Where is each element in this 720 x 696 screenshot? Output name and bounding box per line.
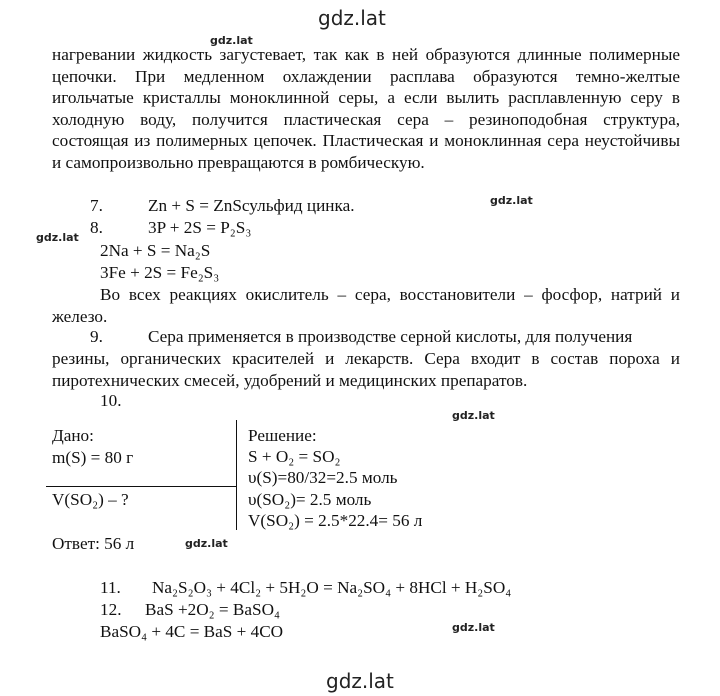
item-8-equation-3: 3Fe + 2S = Fe₂S₃ [100, 263, 220, 282]
watermark-bottom: gdz.lat [326, 669, 394, 693]
item-9-number: 9. [90, 327, 103, 346]
solution-divider-vertical [236, 420, 237, 530]
given-mass: m(S) = 80 г [52, 448, 134, 467]
solution-label: Решение: [248, 426, 317, 445]
watermark: gdz.lat [490, 194, 533, 207]
watermark: gdz.lat [185, 537, 228, 550]
watermark: gdz.lat [452, 621, 495, 634]
item-11-equation: Na₂S₂O₃ + 4Cl₂ + 5H₂O = Na₂SO₄ + 8HCl + H₂SO₄ [152, 578, 512, 597]
solution-step-1: S + O₂ = SO₂ [248, 447, 341, 466]
item-8-equation-1: 3P + 2S = P₂S₃ [148, 218, 252, 237]
solution-step-4: V(SO₂) = 2.5*22.4= 56 л [248, 511, 423, 530]
item-10-number: 10. [100, 391, 122, 410]
watermark: gdz.lat [210, 34, 253, 47]
item-8-equation-2: 2Na + S = Na₂S [100, 241, 211, 260]
watermark-top: gdz.lat [318, 6, 386, 30]
given-divider-horizontal [46, 486, 236, 487]
find-quantity: V(SO₂) – ? [52, 490, 129, 509]
answer: Ответ: 56 л [52, 534, 135, 553]
item-7-number: 7. [90, 196, 103, 215]
item-8-conclusion: Во всех реакциях окислитель – сера, восстановители – фосфор, натрий и железо. [52, 285, 680, 326]
item-12-number: 12. [100, 600, 122, 619]
item-9-paragraph: резины, органических красителей и лекарств. Сера входит в состав пороха и пиротехнических смесей, удобрений и медицинских препаратов. [52, 349, 680, 390]
watermark: gdz.lat [452, 409, 495, 422]
solution-step-2: υ(S)=80/32=2.5 моль [248, 468, 398, 487]
item-7-equation: Zn + S = ZnSсульфид цинка. [148, 196, 355, 215]
item-8-number: 8. [90, 218, 103, 237]
given-label: Дано: [52, 426, 94, 445]
watermark: gdz.lat [36, 231, 79, 244]
solution-step-3: υ(SO₂)= 2.5 моль [248, 490, 372, 509]
item-12-equation-2: BaSO₄ + 4C = BaS + 4CO [100, 622, 284, 641]
paragraph-sulfur-forms: нагревании жидкость загустевает, так как в ней образуются длинные полимерные цепочки. При медленном охлаждении расплава образуются темно-желтые игольчатые кристаллы моноклинной серы, а если вылить расплавленную серу в холодную воду, получится пластическая сера – резиноподобная структура, состоящая из полимерных цепочек. Пластическая и моноклинная сера неустойчивы и самопроизвольно превращаются в ромбическую. [52, 45, 680, 172]
item-9-first-line: Сера применяется в производстве серной кислоты, для получения [148, 327, 633, 346]
item-12-equation-1: BaS +2O₂ = BaSO₄ [145, 600, 280, 619]
item-11-number: 11. [100, 578, 121, 597]
